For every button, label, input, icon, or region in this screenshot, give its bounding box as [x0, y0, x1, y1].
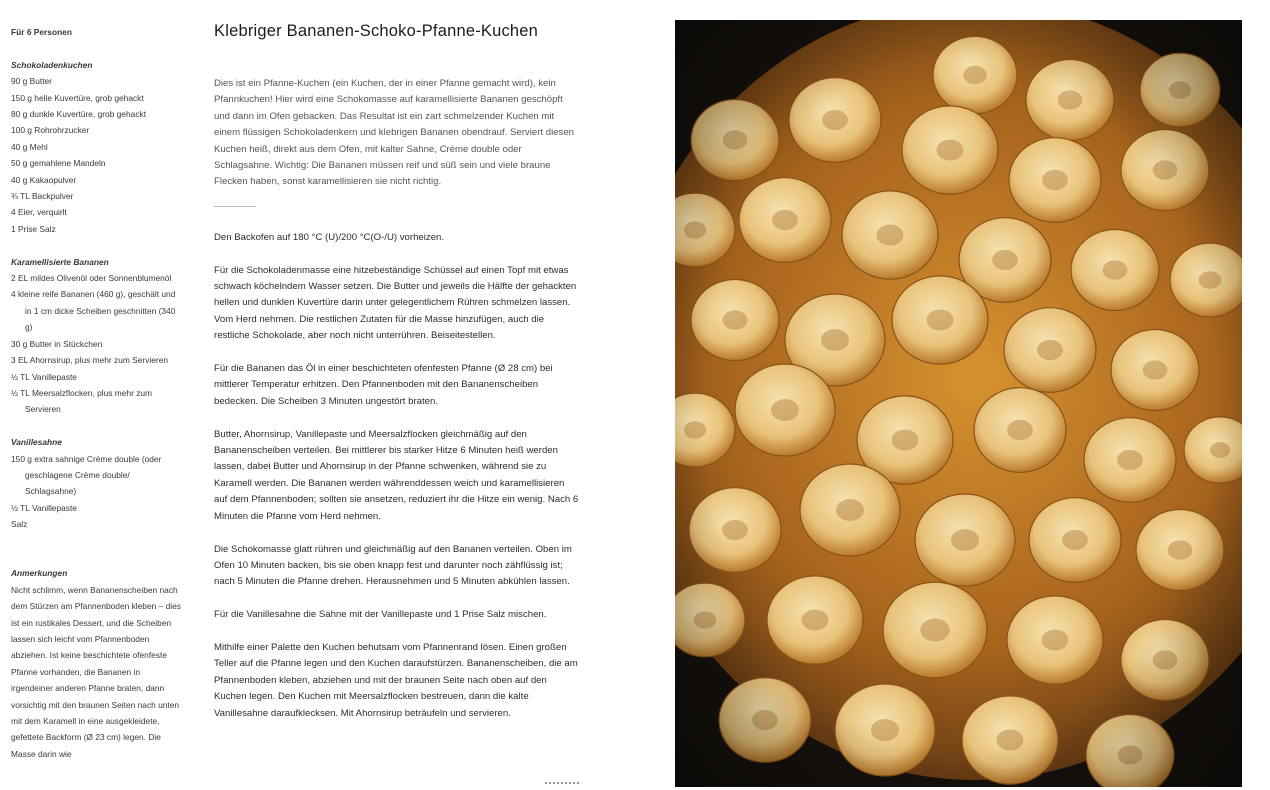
ingredient-list-caramelized-bananas: [11, 270, 181, 418]
divider: [214, 206, 256, 207]
ingredient-item: 80 g dunkle Kuvertüre, grob gehackt: [11, 109, 147, 120]
servings-label: Für 6 Personen: [11, 27, 72, 37]
ingredient-item: ½ TL Meersalzflocken, plus mehr zum Servieren: [11, 387, 153, 415]
ingredient-item: 150 g helle Kuvertüre, grob gehackt: [11, 92, 144, 103]
ingredient-item: 40 g Kakaopulver: [11, 174, 77, 185]
ingredient-item: 4 kleine reife Bananen (460 g), geschält und in 1 cm dicke Scheiben geschnitten (340 g): [11, 289, 176, 333]
ingredient-item: 150 g extra sahnige Crème double (oder geschlagene Crème double/ Schlagsahne): [11, 453, 162, 497]
section-title-caramelized-bananas: Karamellisierte Bananen: [11, 256, 109, 267]
ingredient-item: 100 g Rohrohrzucker: [11, 125, 90, 136]
ingredient-item: 2 EL mildes Olivenöl oder Sonnenblumenöl: [11, 273, 172, 284]
ingredient-list-chocolate-cake: [11, 73, 181, 237]
recipe-step: Mithilfe einer Palette den Kuchen behutsam vom Pfannenrand lösen. Einen großen Teller auf die Pfanne legen und den Kuchen daraufstürzen. Bananenscheiben, die am Pfannenboden kleben, abziehen und mit der braunen Seite nach oben auf den Kuchen legen. Den Kuchen mit Meersalzflocken bestreuen, dann die kalte Vanillesahne daraufklecksen. Mit Ahornsirup beträufeln und servieren.: [214, 641, 578, 719]
ingredients-sidebar: [11, 24, 181, 762]
recipe-step: Für die Vanillesahne die Sahne mit der Vanillepaste und 1 Prise Salz mischen.: [214, 609, 547, 621]
ingredient-item: 4 Eier, verquirlt: [11, 207, 67, 218]
recipe-step: Butter, Ahornsirup, Vanillepaste und Meersalzflocken gleichmäßig auf den Bananenscheiben verteilen. Bei mittlerer bis starker Hitze 6 Minuten heiß werden lassen, dabei Butter und Ahornsirup in der Pfanne schwenken, während sie zu Karamell werden. Die Bananen werden währenddessen weich und karamellisieren auf dem Pfannenboden; sollten sie ansetzen, reduziert ihr die Hitze ein wenig. Nach 6 Minuten die Pfanne vom Herd nehmen.: [214, 428, 579, 522]
notes-title: Anmerkungen: [11, 568, 68, 579]
recipe-intro: Dies ist ein Pfanne-Kuchen (ein Kuchen, der in einer Pfanne gemacht wird), kein Pfannkuchen! Hier wird eine Schokomasse auf karamellisierte Bananen geschöpft und dann im Ofen gebacken. Das Resultat ist ein zart schmelzender Kuchen mit einem flüssigen Schokoladenkern und klebrigen Bananen obendrauf. Serviert diesen Kuchen heiß, direkt aus dem Ofen, mit kalter Sahne, Crème double oder Schlagsahne. Wichtig: Die Bananen müssen reif und süß sein und viele braune Flecken haben, sonst karamellisieren sie nicht richtig.: [214, 78, 575, 188]
ingredient-item: ¾ TL Backpulver: [11, 191, 74, 202]
banana-pan-photo: [675, 20, 1242, 787]
ingredient-item: 3 EL Ahornsirup, plus mehr zum Servieren: [11, 355, 169, 366]
recipe-main-column: [214, 20, 580, 738]
recipe-step: Die Schokomasse glatt rühren und gleichmäßig auf den Bananen verteilen. Oben im Ofen 10 Minuten backen, bis sie oben knapp fest und darunter noch zähflüssig ist; nach 5 Minuten die Pfanne drehen. Herausnehmen und 5 Minuten abkühlen lassen.: [214, 543, 572, 588]
banana-slices-illustration: [675, 20, 1242, 787]
recipe-title: Klebriger Bananen-Schoko-Pfanne-Kuchen: [214, 22, 539, 40]
recipe-step: Den Backofen auf 180 °C (U)/200 °C(O-/U) vorheizen.: [214, 231, 445, 243]
recipe-step: Für die Schokoladenmasse eine hitzebeständige Schüssel auf einen Topf mit etwas schwach köchelndem Wasser setzen. Die Butter und jeweils die Hälfte der gehackten hellen und dunklen Kuvertüre darin unter gelegentlichem Rühren schmelzen lassen. Vom Herd nehmen. Die restlichen Zutaten für die Masse hinzufügen, auch die restliche Schokolade, aber noch nicht unterrühren. Beiseitestellen.: [214, 264, 577, 342]
ingredient-item: 50 g gemahlene Mandeln: [11, 158, 106, 169]
recipe-step: Für die Bananen das Öl in einer beschichteten ofenfesten Pfanne (Ø 28 cm) bei mittlerer Temperatur erhitzen. Den Pfannenboden mit den Bananenscheiben bedecken. Die Scheiben 3 Minuten ungestört braten.: [214, 363, 553, 407]
ingredient-item: Salz: [11, 519, 28, 530]
ingredient-item: ½ TL Vanillepaste: [11, 371, 77, 382]
ingredient-item: 30 g Butter in Stückchen: [11, 338, 103, 349]
ingredient-item: 40 g Mehl: [11, 141, 48, 152]
section-title-vanilla-cream: Vanillesahne: [11, 437, 62, 448]
ingredient-item: ½ TL Vanillepaste: [11, 502, 77, 513]
notes-text: Nicht schlimm, wenn Bananenscheiben nach dem Stürzen am Pfannenboden kleben – dies ist ein rustikales Dessert, und die Scheiben lassen sich leicht vom Pfannenboden abziehen. Ist keine beschichtete ofenfeste Pfanne vorhanden, die Bananen in irgendeiner anderen Pfanne braten, dann vorsichtig mit den braunen Seiten nach unten mit dem Karamell in eine ausgekleidete, gefettete Backform (Ø 23 cm) legen. Die Masse darin wie: [11, 584, 181, 759]
ingredient-item: 1 Prise Salz: [11, 223, 56, 234]
ingredient-list-vanilla-cream: [11, 451, 181, 533]
page-number-marker: [545, 782, 579, 790]
section-title-chocolate-cake: Schokoladenkuchen: [11, 59, 93, 70]
ingredient-item: 90 g Butter: [11, 76, 52, 87]
